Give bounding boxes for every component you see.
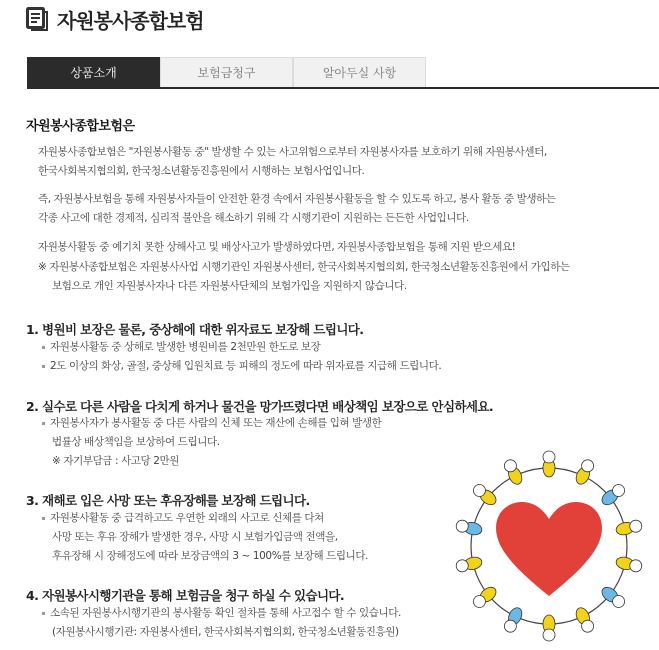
person-head xyxy=(543,451,555,463)
list-item-continuation: 법률상 배상책임을 보상하여 드립니다. xyxy=(52,436,220,448)
person-head xyxy=(630,560,642,572)
illustration-svg xyxy=(444,446,654,646)
person-head xyxy=(582,460,594,472)
list-item-text: 소속된 자원봉사시행기관의 봉사활동 확인 절차를 통해 사고접수 할 수 있습니다. xyxy=(50,607,401,619)
section-heading: 자원봉사종합보험은 xyxy=(26,119,135,134)
bullet-dot-icon xyxy=(42,612,45,615)
intro-line: 한국사회복지협의회, 한국청소년활동진흥원에서 시행하는 보험사업입니다. xyxy=(38,165,365,177)
list-item xyxy=(42,338,320,357)
person-head xyxy=(456,520,468,532)
item-title: 2. 실수로 다른 사람을 다치게 하거나 물건을 망가뜨렸다면 배상책임 보장으로 안심하세요. xyxy=(26,399,494,414)
list-item-continuation: 후유장해 시 장해정도에 따라 보장금액의 3 ~ 100%를 보장해 드립니다. xyxy=(52,550,369,562)
bullet-dot-icon xyxy=(42,365,45,368)
item-title: 4. 자원봉사시행기관을 통해 보험금을 청구 하실 수 있습니다. xyxy=(26,588,345,603)
list-item-text: 자원봉사활동 중 급격하고도 우연한 외래의 사고로 신체를 다쳐 xyxy=(50,512,324,524)
tab-notice[interactable]: 알아두실 사항 xyxy=(293,57,426,87)
tab-bar xyxy=(27,57,659,89)
person-head xyxy=(630,520,642,532)
page-header xyxy=(26,4,204,34)
intro-line: 자원봉사종합보험은 "자원봉사활동 중" 발생할 수 있는 사고위험으로부터 자원봉사자를 보호하기 위해 자원봉사센터, xyxy=(38,146,547,158)
item-title: 1. 병원비 보장은 물론, 중상해에 대한 위자료도 보장해 드립니다. xyxy=(26,322,364,337)
person-head xyxy=(504,620,516,632)
list-item xyxy=(42,357,441,376)
list-item-text: 자원봉사자가 봉사활동 중 다른 사람의 신체 또는 재산에 손해를 입혀 발생한 xyxy=(50,417,382,429)
list-item-note: ※ 자기부담금 : 사고당 2만원 xyxy=(52,455,179,467)
list-item-continuation: 사망 또는 후유 장해가 발생한 경우, 사망 시 보험가입금액 전액을, xyxy=(52,531,338,543)
intro-note: ※ 자원봉사종합보험은 자원봉사사업 시행기관인 자원봉사센터, 한국사회복지협의회, 한국청소년활동진흥원에서 가입하는 xyxy=(38,261,570,273)
list-item-text: 2도 이상의 화상, 골절, 중상해 입원치료 등 피해의 정도에 따라 위자료를 지급해 드립니다. xyxy=(50,360,442,372)
bullet-dot-icon xyxy=(42,346,45,349)
tab-claim[interactable]: 보험금청구 xyxy=(160,57,293,87)
heart-people-circle-illustration xyxy=(444,446,654,646)
person-head xyxy=(582,620,594,632)
person-head xyxy=(473,595,485,607)
bullet-dot-icon xyxy=(42,422,45,425)
person-head xyxy=(456,560,468,572)
intro-note: 보험으로 개인 자원봉사자나 다른 자원봉사단체의 보험가입을 지원하지 않습니다. xyxy=(52,280,407,292)
intro-line: 즉, 자원봉사보험을 통해 자원봉사자들이 안전한 환경 속에서 자원봉사활동을 할 수 있도록 하고, 봉사 활동 중 발생하는 xyxy=(38,193,556,205)
item-title: 3. 재해로 입은 사망 또는 후유장해를 보장해 드립니다. xyxy=(26,493,310,508)
person-head xyxy=(543,629,555,641)
document-list-icon xyxy=(26,7,48,31)
list-item-continuation: (자원봉사시행기관: 자원봉사센터, 한국사회복지협의회, 한국청소년활동진흥원) xyxy=(52,626,399,638)
list-item xyxy=(42,414,381,433)
intro-line: 각종 사고에 대한 경제적, 심리적 불안을 해소하기 위해 각 시행기관이 지원하는 든든한 사업입니다. xyxy=(38,212,469,224)
tab-product-intro[interactable]: 상품소개 xyxy=(27,57,160,87)
person-head xyxy=(504,460,516,472)
page-title: 자원봉사종합보험 xyxy=(57,8,204,33)
person-head xyxy=(473,485,485,497)
intro-line: 자원봉사활동 중 예기치 못한 상해사고 및 배상사고가 발생하였다면, 자원봉사종합보험을 통해 지원 받으세요! xyxy=(38,241,516,253)
heart-icon xyxy=(496,502,602,596)
person-head xyxy=(613,485,625,497)
bullet-dot-icon xyxy=(42,517,45,520)
person-head xyxy=(613,595,625,607)
list-item-text: 자원봉사활동 중 상해로 발생한 병원비를 2천만원 한도로 보장 xyxy=(50,341,321,353)
list-item xyxy=(42,604,401,623)
list-item xyxy=(42,509,324,528)
